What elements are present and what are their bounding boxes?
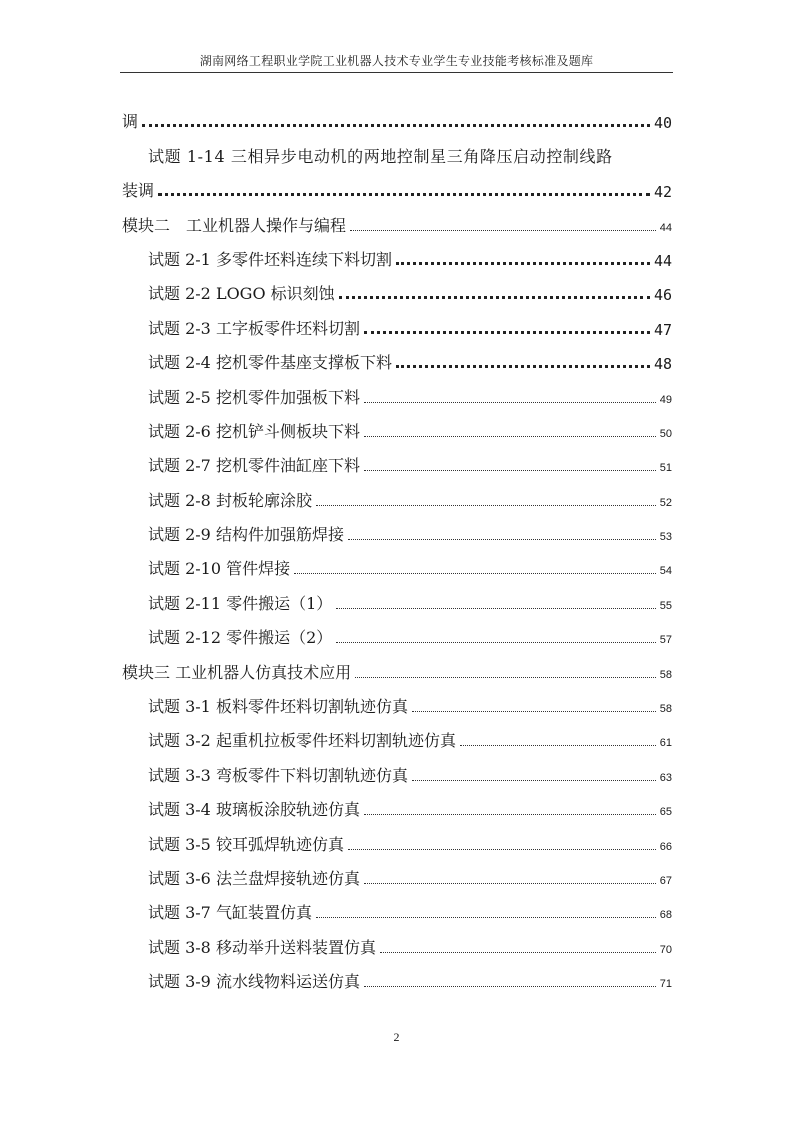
toc-entry-title: 试题 2-6 挖机铲斗侧板块下料 bbox=[148, 421, 360, 441]
toc-entry-page: 42 bbox=[653, 183, 672, 202]
toc-entry-page: 63 bbox=[659, 771, 672, 784]
toc-entry-title: 试题 3-7 气缸装置仿真 bbox=[148, 903, 312, 923]
toc-entry[interactable] bbox=[122, 476, 672, 510]
toc-entry[interactable] bbox=[122, 373, 672, 407]
toc-entry-page: 65 bbox=[659, 806, 672, 819]
toc-entry[interactable] bbox=[122, 579, 672, 613]
toc-entry-title: 模块二 工业机器人操作与编程 bbox=[122, 215, 347, 235]
toc-dot-leader bbox=[355, 667, 656, 678]
toc-dot-leader bbox=[364, 426, 656, 437]
toc-entry-page: 58 bbox=[659, 668, 672, 681]
table-of-contents bbox=[122, 98, 672, 992]
toc-entry-page: 53 bbox=[659, 531, 672, 544]
toc-entry-title: 试题 3-8 移动举升送料装置仿真 bbox=[148, 937, 376, 957]
toc-entry[interactable] bbox=[122, 201, 672, 235]
toc-entry[interactable] bbox=[122, 442, 672, 476]
toc-entry[interactable] bbox=[122, 648, 672, 682]
toc-dot-leader bbox=[350, 220, 656, 231]
toc-entry[interactable] bbox=[122, 236, 672, 270]
toc-dot-leader bbox=[364, 873, 656, 884]
toc-entry-title: 试题 2-7 挖机零件油缸座下料 bbox=[148, 456, 360, 476]
toc-entry[interactable] bbox=[122, 511, 672, 545]
toc-entry[interactable] bbox=[122, 958, 672, 992]
toc-entry[interactable] bbox=[122, 683, 672, 717]
toc-entry-title: 试题 3-2 起重机拉板零件坯料切割轨迹仿真 bbox=[148, 731, 456, 751]
toc-entry-page: 55 bbox=[659, 599, 672, 612]
toc-dot-leader bbox=[364, 976, 656, 987]
toc-entry-page: 71 bbox=[659, 978, 672, 991]
toc-dot-leader bbox=[348, 529, 656, 540]
toc-dot-leader bbox=[364, 460, 656, 471]
toc-entry[interactable] bbox=[122, 339, 672, 373]
toc-entry-page: 44 bbox=[659, 221, 672, 234]
toc-entry[interactable] bbox=[122, 786, 672, 820]
toc-entry-title: 试题 3-1 板料零件坯料切割轨迹仿真 bbox=[148, 697, 408, 717]
toc-entry-page: 67 bbox=[659, 874, 672, 887]
toc-entry[interactable] bbox=[122, 98, 672, 132]
toc-entry-title: 试题 2-3 工字板零件坯料切割 bbox=[148, 318, 360, 338]
toc-entry-title: 试题 3-3 弯板零件下料切割轨迹仿真 bbox=[148, 765, 408, 785]
toc-entry-page: 49 bbox=[659, 393, 672, 406]
toc-entry[interactable] bbox=[122, 751, 672, 785]
toc-entry[interactable] bbox=[122, 304, 672, 338]
toc-entry-title: 试题 2-1 多零件坯料连续下料切割 bbox=[148, 249, 392, 269]
toc-entry-page: 48 bbox=[653, 355, 672, 374]
toc-dot-leader bbox=[396, 355, 650, 368]
toc-entry-page: 40 bbox=[653, 114, 672, 133]
toc-entry[interactable] bbox=[122, 923, 672, 957]
toc-entry-page: 70 bbox=[659, 943, 672, 956]
running-header: 湖南网络工程职业学院工业机器人技术专业学生专业技能考核标准及题库 bbox=[199, 54, 594, 68]
toc-entry-title: 试题 3-5 铰耳弧焊轨迹仿真 bbox=[148, 834, 344, 854]
toc-dot-leader bbox=[294, 563, 656, 574]
toc-entry[interactable] bbox=[122, 270, 672, 304]
toc-dot-leader bbox=[142, 114, 650, 127]
toc-entry-page: 52 bbox=[659, 496, 672, 509]
toc-entry-title: 试题 2-12 零件搬运（2） bbox=[148, 628, 333, 648]
toc-entry-title: 调 bbox=[122, 112, 139, 132]
toc-entry[interactable] bbox=[122, 855, 672, 889]
toc-dot-leader bbox=[336, 632, 655, 643]
toc-entry-page: 51 bbox=[659, 462, 672, 475]
toc-entry[interactable] bbox=[122, 167, 672, 201]
toc-entry[interactable] bbox=[122, 889, 672, 923]
toc-entry-title: 模块三 工业机器人仿真技术应用 bbox=[122, 662, 352, 682]
toc-entry-page: 50 bbox=[659, 427, 672, 440]
toc-entry-title: 试题 2-9 结构件加强筋焊接 bbox=[148, 525, 344, 545]
toc-entry-page: 66 bbox=[659, 840, 672, 853]
toc-entry[interactable] bbox=[122, 132, 672, 166]
toc-entry-title: 试题 2-4 挖机零件基座支撑板下料 bbox=[148, 353, 392, 373]
toc-entry-page: 44 bbox=[653, 251, 672, 270]
page-number: 2 bbox=[393, 1030, 400, 1044]
toc-dot-leader bbox=[364, 392, 656, 403]
toc-entry-title: 试题 2-10 管件焊接 bbox=[148, 559, 291, 579]
toc-entry-title: 试题 1-14 三相异步电动机的两地控制星三角降压启动控制线路 bbox=[148, 146, 613, 166]
toc-entry-page: 54 bbox=[659, 565, 672, 578]
toc-entry-title: 试题 2-8 封板轮廓涂胶 bbox=[148, 490, 312, 510]
toc-entry-page: 68 bbox=[659, 909, 672, 922]
toc-entry-title: 装调 bbox=[122, 181, 155, 201]
toc-entry[interactable] bbox=[122, 614, 672, 648]
toc-dot-leader bbox=[158, 183, 650, 196]
toc-dot-leader bbox=[316, 495, 656, 506]
toc-dot-leader bbox=[339, 286, 650, 299]
toc-entry[interactable] bbox=[122, 408, 672, 442]
toc-dot-leader bbox=[412, 701, 656, 712]
toc-dot-leader bbox=[380, 942, 656, 953]
toc-entry[interactable] bbox=[122, 820, 672, 854]
toc-entry-title: 试题 3-9 流水线物料运送仿真 bbox=[148, 972, 360, 992]
toc-dot-leader bbox=[396, 252, 650, 265]
toc-dot-leader bbox=[412, 770, 656, 781]
toc-entry-page: 46 bbox=[653, 286, 672, 305]
toc-entry-title: 试题 3-4 玻璃板涂胶轨迹仿真 bbox=[148, 800, 360, 820]
toc-dot-leader bbox=[364, 321, 650, 334]
toc-dot-leader bbox=[460, 735, 656, 746]
toc-entry[interactable] bbox=[122, 717, 672, 751]
header-rule bbox=[120, 72, 673, 73]
toc-entry-page: 61 bbox=[659, 737, 672, 750]
toc-entry-title: 试题 2-2 LOGO 标识刻蚀 bbox=[148, 284, 335, 304]
toc-entry-title: 试题 2-5 挖机零件加强板下料 bbox=[148, 387, 360, 407]
toc-entry-title: 试题 2-11 零件搬运（1） bbox=[148, 593, 333, 613]
toc-dot-leader bbox=[348, 839, 656, 850]
toc-dot-leader bbox=[336, 598, 655, 609]
toc-entry-page: 58 bbox=[659, 703, 672, 716]
toc-entry-page: 47 bbox=[653, 320, 672, 339]
toc-dot-leader bbox=[316, 907, 656, 918]
toc-entry-title: 试题 3-6 法兰盘焊接轨迹仿真 bbox=[148, 868, 360, 888]
toc-entry-page: 57 bbox=[659, 634, 672, 647]
toc-dot-leader bbox=[364, 804, 656, 815]
toc-entry[interactable] bbox=[122, 545, 672, 579]
